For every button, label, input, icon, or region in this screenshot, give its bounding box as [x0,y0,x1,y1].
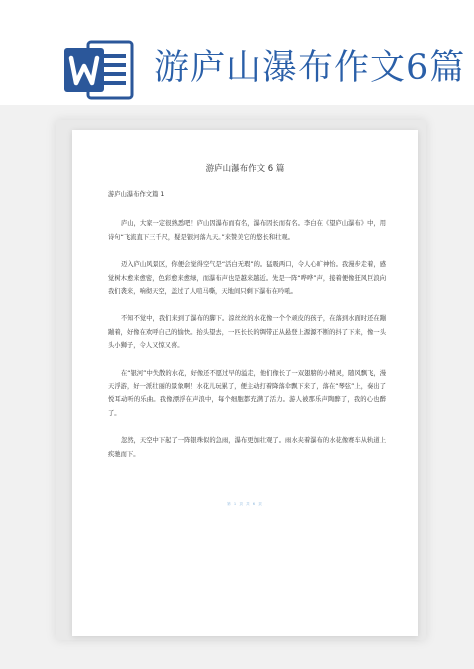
paragraph: 迈入庐山风景区，你便会觉得空气是“活白无瑕”的。猛吸两口，令人心旷神怡。我漫步走着，感觉树木愈来愈密，色彩愈来愈绿，而瀑布声也是越来越近。先是一阵“哗哗”声，接着便像狂风巨浪向我们袭来，响彻天空，盖过了人喧马嘶，天地间只剩下瀑布在吟吼。 [108,261,386,296]
paragraph: 在“银河”中失散的水花，好像还不愿过早的溢走，他们像长了一双翅膀的小精灵，随风飘飞，漫天浮游，好一派壮丽的景象啊！水花儿玩累了，便主动打着降落伞飘下来了，落在“琴弦”上，奏出了悦耳动听的乐曲。我像漂浮在声浪中，每个细胞都充满了活力。游人被那乐声陶醉了，我的心也醉了。 [108,369,386,417]
document-subtitle: 游庐山瀑布作文篇 1 [108,191,165,198]
banner-title: 游庐山瀑布作文6篇 [154,48,466,88]
document-title: 游庐山瀑布作文 6 篇 [205,164,285,174]
word-document-icon [62,38,134,102]
document-body [108,188,386,475]
paragraph: 忽然，天空中下起了一阵银珠似的急雨，瀑布更加壮观了。雨水夹着瀑布的水花像赛车从轨道上疾驰而下。 [108,437,386,458]
paragraph: 不知不觉中，我们来到了瀑布的脚下。涼丝丝的水花像一个个顽皮的孩子，在落到水面时还在蹦蹦着，好像在欢呼自己的愉快。抬头望去，一匹长长的绸带正从悬登上源源不断的抖了下来，像一头头小狮子，令人又惊又喜。 [108,315,386,350]
page-number-footer: 第 1 页 共 6 页 [227,502,263,506]
paragraph: 庐山，大家一定很熟悉吧！庐山因瀑布而有名，瀑布因长而有名。李白在《望庐山瀑布》中，用诗句“飞流直下三千尺，疑是银河落九天。”来赞美它的悠长和壮观。 [108,220,386,241]
document-page [72,130,418,636]
